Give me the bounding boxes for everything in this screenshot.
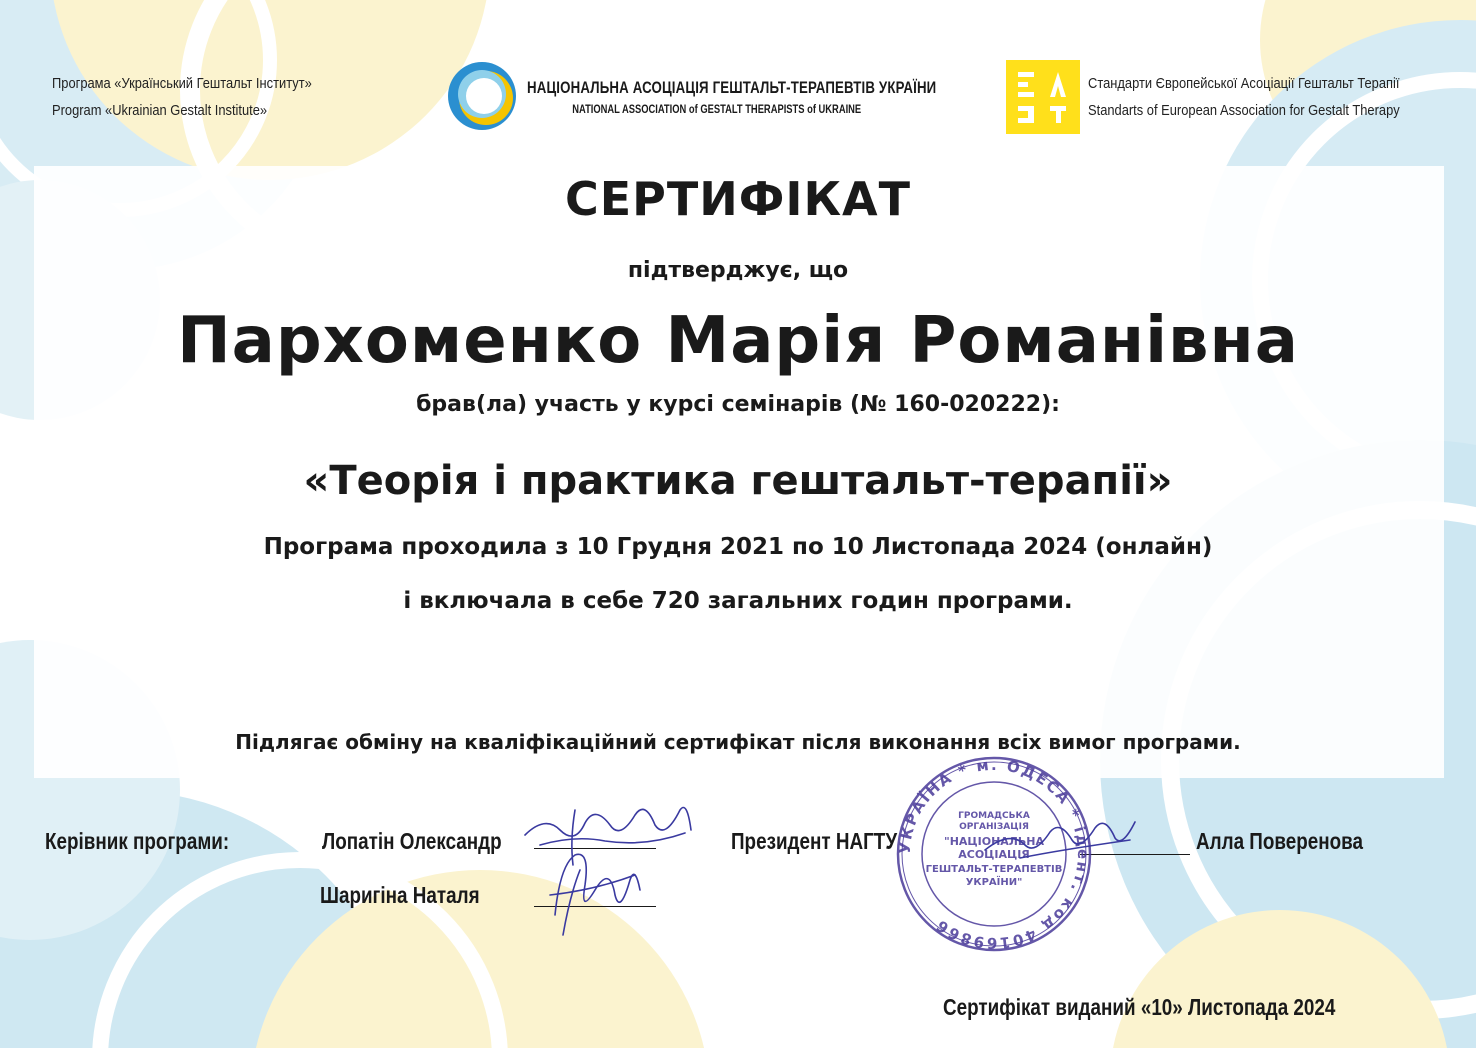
program-name-en: Program «Ukrainian Gestalt Institute»	[52, 102, 268, 119]
association-name	[527, 78, 936, 116]
program-name	[52, 70, 312, 124]
program-hours: і включала в себе 720 загальних годин програми.	[403, 588, 1073, 614]
leader-name-1: Лопатін Олександр	[322, 828, 502, 854]
standards-text	[1088, 70, 1400, 124]
stamp-line-6: УКРАЇНИ"	[965, 877, 1023, 888]
program-name-ua: Програма «Український Гештальт Інститут»	[52, 75, 312, 92]
course-name: «Теорія і практика гештальт-терапії»	[303, 458, 1173, 504]
nagtu-logo-icon	[444, 58, 520, 134]
association-name-ua: НАЦІОНАЛЬНА АСОЦІАЦІЯ ГЕШТАЛЬТ-ТЕРАПЕВТІВ УКРАЇНИ	[527, 78, 937, 97]
exchange-note: Підлягає обміну на кваліфікаційний сертифікат після виконання всіх вимог програми.	[235, 730, 1241, 754]
stamp-line-4: АСОЦІАЦІЯ	[958, 848, 1030, 861]
president-name: Алла Поверенова	[1196, 828, 1363, 854]
leader-signatures-icon	[515, 795, 705, 940]
stamp-outer-text: УКРАЇНА * м. ОДЕСА * ідент. код 40169866	[895, 756, 1093, 952]
recipient-name: Пархоменко Марія Романівна	[177, 304, 1299, 378]
president-signature-icon	[980, 810, 1140, 870]
eagt-logo-icon	[1006, 60, 1080, 134]
stamp-line-2: ОРГАНІЗАЦІЯ	[959, 822, 1029, 832]
participation-text: брав(ла) участь у курсі семінарів (№ 160-020222):	[416, 392, 1060, 417]
leader-label: Керівник програми:	[45, 828, 230, 854]
president-label: Президент НАГТУ	[731, 828, 898, 854]
association-name-en: NATIONAL ASSOCIATION of GESTALT THERAPISTS of UKRAINE	[572, 102, 862, 116]
certificate-title: СЕРТИФІКАТ	[564, 172, 912, 226]
issued-date: Сертифікат виданий «10» Листопада 2024	[943, 994, 1336, 1020]
standards-ua: Стандарти Європейської Асоціації Гештальт Терапії	[1088, 75, 1400, 92]
stamp-line-1: ГРОМАДСЬКА	[958, 811, 1030, 821]
leader-name-2: Шаригіна Наталя	[320, 882, 480, 908]
program-period: Програма проходила з 10 Грудня 2021 по 10 Листопада 2024 (онлайн)	[263, 534, 1213, 560]
stamp-line-5: ГЕШТАЛЬТ-ТЕРАПЕВТІВ	[925, 864, 1063, 875]
standards-en: Standarts of European Association for Gestalt Therapy	[1088, 102, 1400, 119]
confirms-text: підтверджує, що	[627, 258, 849, 283]
stamp-line-3: "НАЦІОНАЛЬНА	[943, 835, 1045, 848]
